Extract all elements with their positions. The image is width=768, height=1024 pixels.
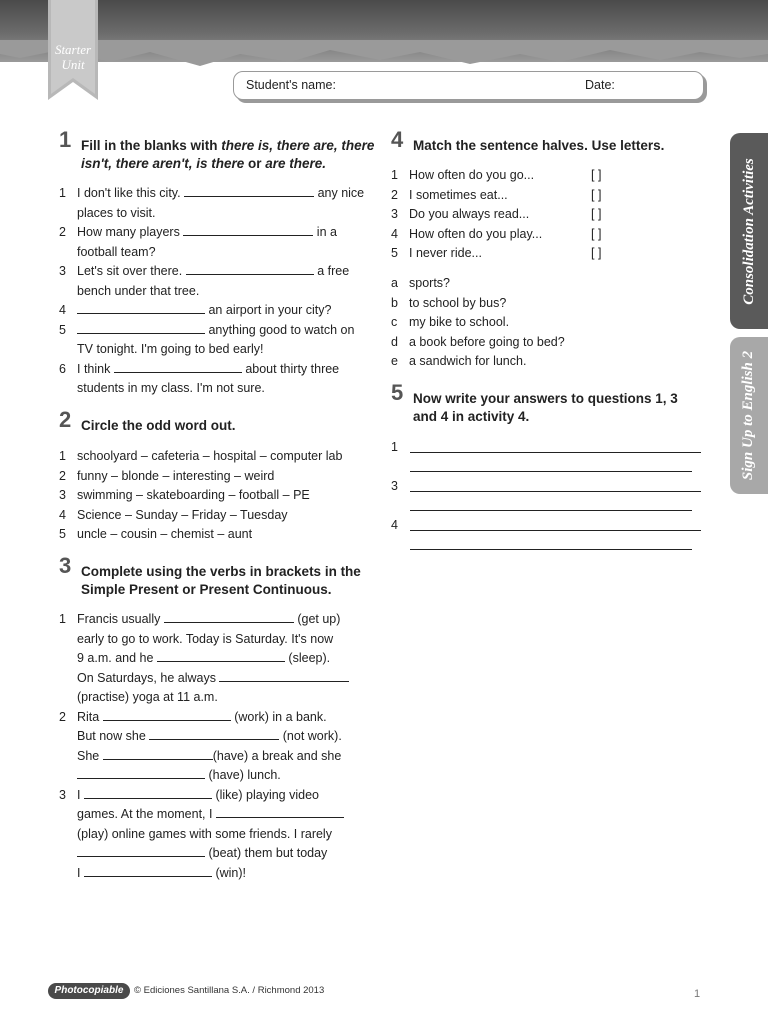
list-item: [59, 467, 379, 487]
list-item: [59, 525, 379, 545]
item-text: (beat) them but today: [208, 846, 328, 860]
item-text: But now she: [77, 729, 146, 743]
item-text: a free: [317, 264, 350, 278]
item-text: Francis usually: [77, 612, 161, 626]
list-item: [59, 223, 379, 243]
item-text: On Saturdays, he always: [77, 670, 216, 685]
list-item-cont: [59, 805, 379, 825]
item-text[interactable]: swimming – skateboarding – football – PE: [77, 488, 310, 502]
list-item: [391, 166, 721, 186]
item-text: sports?: [409, 276, 450, 290]
list-item-cont: [59, 243, 379, 263]
item-text: bench under that tree.: [77, 283, 200, 298]
unit-label-unit: Unit: [61, 57, 85, 72]
item-number: 4: [391, 226, 398, 241]
item-number: 3: [391, 207, 398, 221]
item-text: (have) a break and she: [212, 748, 342, 763]
item-number: 2: [59, 468, 66, 483]
item-text: students in my class. I'm not sure.: [77, 381, 265, 395]
list-item: [391, 333, 721, 353]
item-number: 2: [391, 187, 398, 202]
item-text: She: [77, 748, 100, 763]
blank-field[interactable]: [77, 766, 205, 779]
item-text: a sandwich for lunch.: [409, 354, 527, 368]
answer-bracket[interactable]: [ ]: [591, 226, 602, 241]
item-text: 9 a.m. and he: [77, 651, 154, 665]
blank-field[interactable]: [103, 708, 231, 721]
student-info-box: [233, 71, 704, 100]
list-item-cont: [59, 766, 379, 786]
item-text: anything good to watch on: [208, 322, 355, 337]
item-number: 3: [391, 479, 398, 493]
item-text: any nice: [317, 186, 365, 200]
item-text: I think: [77, 361, 111, 376]
item-text: I: [77, 865, 81, 880]
answer-line[interactable]: [410, 491, 701, 492]
list-item-cont: [59, 630, 379, 650]
item-text: an airport in your city?: [208, 303, 332, 317]
item-text: about thirty three: [245, 361, 340, 376]
blank-field[interactable]: [183, 223, 313, 236]
list-item: [59, 262, 379, 282]
answer-bracket[interactable]: [ ]: [591, 168, 602, 182]
item-number: 1: [59, 186, 66, 200]
activity-5-heading: [391, 380, 713, 426]
list-item: [391, 294, 721, 314]
list-item-cont: [59, 379, 379, 399]
item-number: 2: [59, 225, 66, 239]
answer-bracket[interactable]: [ ]: [591, 187, 602, 202]
item-number: 4: [59, 303, 66, 317]
item-text: places to visit.: [77, 205, 156, 220]
activity-3-heading: [59, 553, 381, 599]
activity-2-number: 2: [59, 407, 72, 432]
list-item: [59, 447, 379, 467]
item-text[interactable]: uncle – cousin – chemist – aunt: [77, 527, 253, 541]
list-item: [59, 610, 379, 630]
activity-2-title: Circle the odd word out.: [81, 418, 236, 433]
blank-field[interactable]: [216, 805, 344, 818]
item-number: 2: [59, 709, 66, 724]
activity-3-items: [59, 610, 379, 883]
item-text: a book before going to bed?: [409, 334, 565, 349]
list-item: [59, 506, 379, 526]
blank-field[interactable]: [149, 727, 279, 740]
list-item-cont: [59, 844, 379, 864]
item-letter: e: [391, 354, 398, 368]
blank-field[interactable]: [186, 262, 314, 275]
item-number: 3: [59, 787, 66, 802]
answer-line[interactable]: [410, 471, 692, 472]
blank-field[interactable]: [103, 747, 213, 760]
unit-label: [48, 42, 98, 72]
list-item-cont: [59, 864, 379, 884]
item-letter: b: [391, 295, 398, 310]
item-text: (get up): [297, 612, 341, 626]
student-name-label: Student's name:: [246, 78, 336, 92]
list-item: [59, 301, 379, 321]
list-item: [391, 205, 721, 225]
answer-line[interactable]: [410, 510, 692, 511]
blank-field[interactable]: [114, 360, 242, 373]
blank-field[interactable]: [77, 844, 205, 857]
item-text: (play) online games with some friends. I rarely: [77, 826, 332, 841]
side-tab-consolidation-label: Consolidation Activities: [740, 157, 757, 305]
item-number: 1: [59, 612, 66, 626]
list-item: [391, 313, 721, 333]
item-text: (like) playing video: [215, 787, 319, 802]
list-item: [391, 274, 721, 294]
activity-4-answers: [391, 274, 721, 372]
item-number: 5: [391, 246, 398, 260]
list-item-cont: [59, 669, 379, 689]
side-tab-sign-up-label: Sign Up to English 2: [740, 350, 757, 481]
item-text: (win)!: [215, 865, 247, 880]
item-text: (sleep).: [288, 651, 331, 665]
activity-5-title-line1: Now write your answers to questions 1, 3: [413, 391, 678, 406]
item-number: 6: [59, 361, 66, 376]
activity-1-title-d: are there.: [265, 156, 327, 171]
answer-line[interactable]: [410, 452, 701, 453]
list-item: [59, 360, 379, 380]
item-number: 3: [59, 488, 66, 502]
activity-4-title: Match the sentence halves. Use letters.: [413, 138, 665, 153]
answer-line[interactable]: [410, 530, 701, 531]
item-text: How many players: [77, 225, 180, 239]
activity-5-number: 5: [391, 380, 404, 405]
item-letter: d: [391, 334, 398, 349]
list-item-cont: [59, 204, 379, 224]
item-text: early to go to work. Today is Saturday. It's now: [77, 631, 334, 646]
list-item-cont: [59, 825, 379, 845]
item-text: I don't like this city.: [77, 186, 181, 200]
photocopiable-badge: Photocopiable: [48, 983, 130, 999]
list-item-cont: [59, 727, 379, 747]
item-text: TV tonight. I'm going to bed early!: [77, 342, 264, 356]
blank-field[interactable]: [219, 669, 349, 682]
side-tab-consolidation: [730, 133, 768, 329]
page-number: 1: [694, 988, 701, 1000]
list-item: [59, 486, 379, 506]
item-number: 1: [391, 440, 398, 454]
list-item: [391, 186, 721, 206]
item-text: games. At the moment, I: [77, 807, 213, 821]
list-item: [59, 321, 379, 341]
side-tab-sign-up: [730, 337, 768, 494]
activity-5-title-line2: and 4 in activity 4.: [413, 409, 530, 424]
item-text: I never ride...: [409, 246, 482, 260]
answer-line[interactable]: [410, 549, 692, 550]
activity-1-heading: [59, 127, 381, 173]
blank-field[interactable]: [157, 649, 285, 662]
item-number: 5: [59, 322, 66, 337]
activity-3-number: 3: [59, 553, 72, 578]
item-text: Let's sit over there.: [77, 264, 183, 278]
blank-field[interactable]: [164, 610, 294, 623]
list-item-cont: [59, 340, 379, 360]
activity-1-items: [59, 184, 379, 399]
item-text: in a: [316, 225, 337, 239]
list-item: [391, 244, 721, 264]
list-item-cont: [59, 282, 379, 302]
copyright-text: © Ediciones Santillana S.A. / Richmond 2013: [134, 985, 325, 996]
item-text: (have) lunch.: [208, 768, 281, 782]
answer-bracket[interactable]: [ ]: [591, 207, 602, 221]
item-number: 4: [391, 518, 398, 532]
answer-bracket[interactable]: [ ]: [591, 246, 602, 260]
list-item: [391, 225, 721, 245]
item-number: 1: [391, 168, 398, 182]
item-text: to school by bus?: [409, 295, 507, 310]
list-item: [59, 786, 379, 806]
item-text: my bike to school.: [409, 315, 510, 329]
blank-field[interactable]: [77, 301, 205, 314]
list-item: [391, 352, 721, 372]
item-number: 1: [59, 449, 66, 463]
date-label: Date:: [585, 78, 615, 92]
activity-1-title-c: or: [244, 156, 266, 171]
activity-4-questions: [391, 166, 721, 264]
blank-field[interactable]: [77, 321, 205, 334]
blank-field[interactable]: [84, 786, 212, 799]
item-text: (work) in a bank.: [234, 709, 327, 724]
item-number: 3: [59, 264, 66, 278]
item-letter: a: [391, 276, 398, 290]
item-number: 5: [59, 527, 66, 541]
activity-2-items: [59, 447, 379, 545]
activity-1-title-a: Fill in the blanks with: [81, 138, 222, 153]
list-item-cont: [59, 688, 379, 708]
activity-4-number: 4: [391, 127, 404, 152]
item-text: Do you always read...: [409, 207, 530, 221]
activity-1-number: 1: [59, 127, 72, 152]
item-text: I sometimes eat...: [409, 187, 508, 202]
blank-field[interactable]: [84, 864, 212, 877]
activity-1-title-b: there is, there are, there isn't, there aren't, is there: [81, 138, 375, 171]
list-item-cont: [59, 747, 379, 767]
item-text[interactable]: schoolyard – cafeteria – hospital – computer lab: [77, 449, 343, 463]
list-item: [59, 708, 379, 728]
item-text[interactable]: funny – blonde – interesting – weird: [77, 468, 275, 483]
activity-5-answer-lines: [391, 440, 721, 560]
item-text[interactable]: Science – Sunday – Friday – Tuesday: [77, 507, 288, 522]
item-text: (practise) yoga at 11 a.m.: [77, 690, 218, 704]
activity-2-heading: [59, 407, 381, 435]
item-number: 4: [59, 507, 66, 522]
activity-3-title-line2: Simple Present or Present Continuous.: [81, 582, 332, 597]
item-text: I: [77, 787, 81, 802]
activity-4-heading: [391, 127, 713, 155]
list-item: [59, 184, 379, 204]
item-text: (not work).: [282, 729, 342, 743]
item-letter: c: [391, 315, 398, 329]
activity-3-title-line1: Complete using the verbs in brackets in the: [81, 564, 361, 579]
list-item-cont: [59, 649, 379, 669]
item-text: Rita: [77, 709, 100, 724]
item-text: How often do you go...: [409, 168, 535, 182]
unit-label-starter: Starter: [54, 42, 92, 57]
item-text: football team?: [77, 244, 156, 259]
blank-field[interactable]: [184, 184, 314, 197]
item-text: How often do you play...: [409, 226, 543, 241]
